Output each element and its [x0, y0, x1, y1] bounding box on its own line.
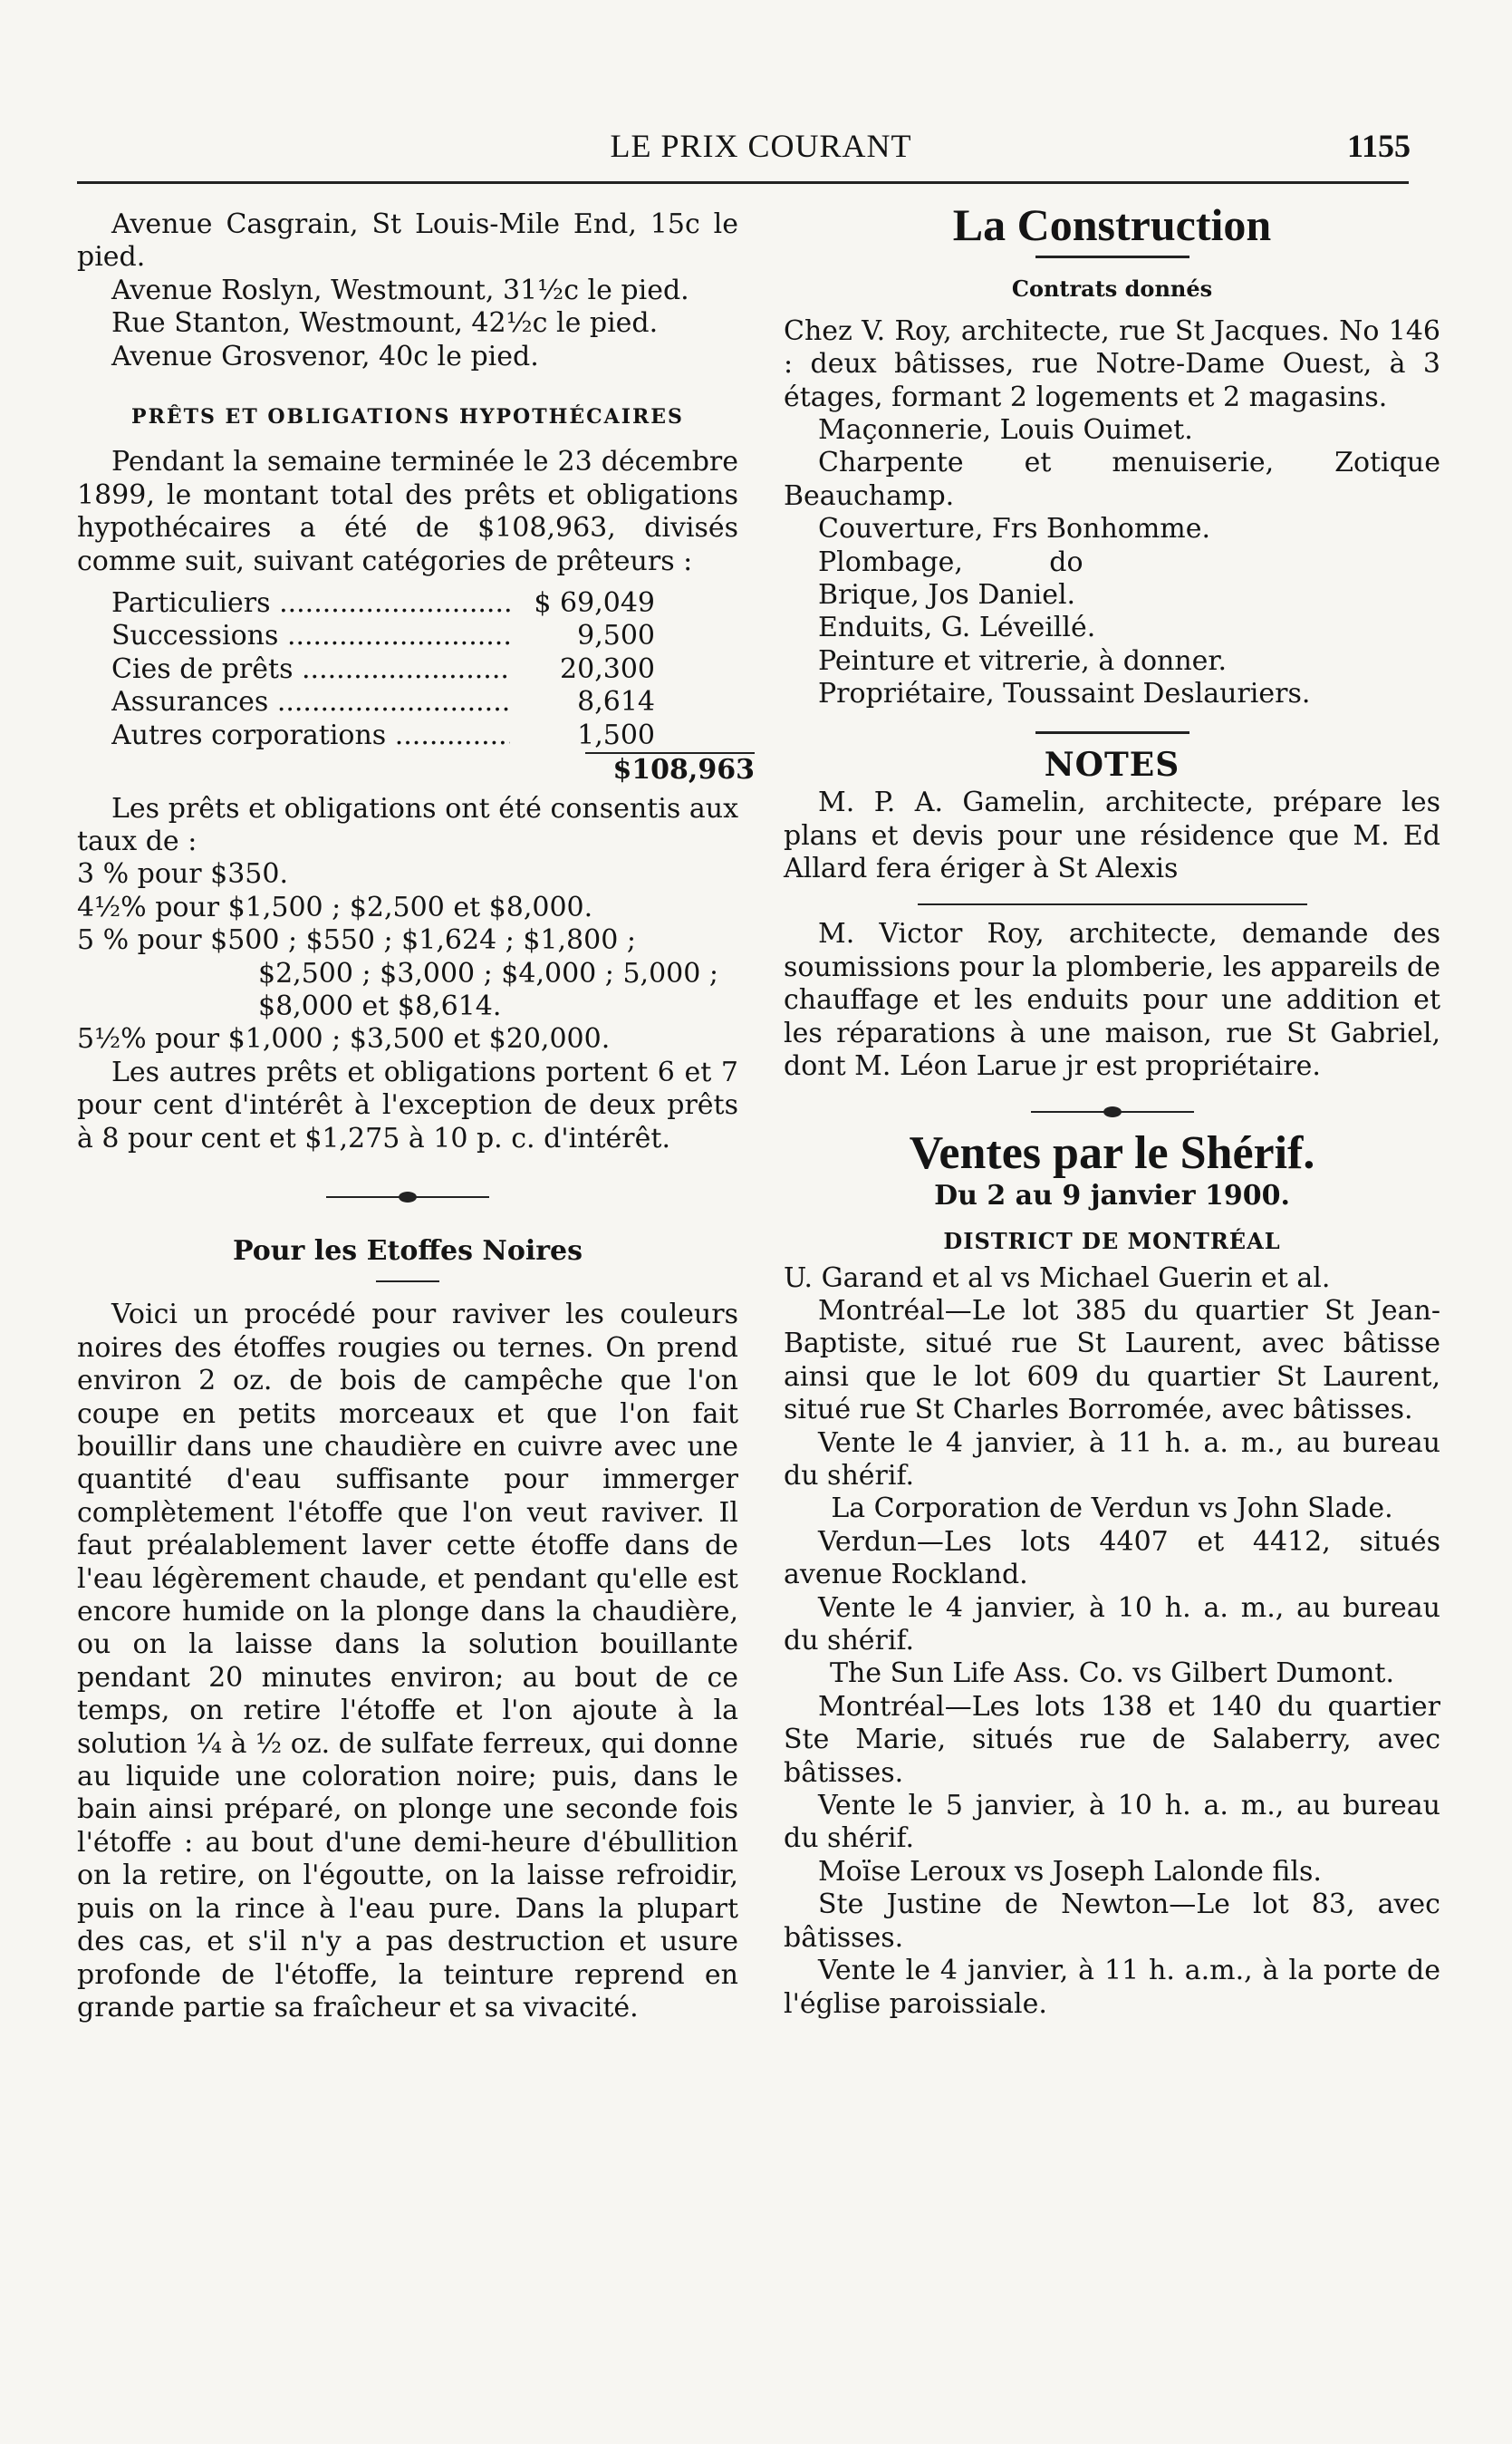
trade-line: Maçonnerie, Louis Ouimet.	[818, 414, 1193, 447]
header-rule	[77, 181, 1409, 184]
case-parties: U. Garand et al vs Michael Guerin et al.	[784, 1261, 1331, 1294]
page-header	[0, 0, 1512, 181]
case-sale: Vente le 4 janvier, à 11 h. a.m., à la porte de l'église paroissiale.	[784, 1955, 1440, 2020]
page-number: 1155	[1346, 128, 1411, 164]
ledger-name: Successions .....	[111, 620, 510, 652]
ledger-amount: 8,614	[577, 686, 655, 719]
case-sale: Vente le 4 janvier, à 10 h. a. m., au bureau du shérif.	[784, 1591, 1440, 1657]
intro-line: Avenue Roslyn, Westmount, 31½c le pied.	[111, 274, 689, 306]
prets-title: PRÊTS ET OBLIGATIONS HYPOTHÉCAIRES	[131, 405, 684, 430]
rate-line: 5 % pour $500 ; $550 ; $1,624 ; $1,800 ;	[77, 924, 636, 957]
ledger-total: $108,963	[585, 752, 755, 787]
construction-title: La Construction	[952, 199, 1272, 250]
left-column	[77, 208, 755, 2024]
notes-divider	[1035, 731, 1189, 734]
ledger-row	[111, 653, 655, 686]
ledger-row	[111, 720, 655, 752]
rate-line: 5½% pour $1,000 ; $3,500 et $20,000.	[77, 1023, 611, 1056]
ledger-table	[111, 587, 755, 787]
rate-line-cont: $2,500 ; $3,000 ; $4,000 ; 5,000 ;	[258, 957, 718, 990]
note-text: M. P. A. Gamelin, architecte, prépare les plans et devis pour une résidence que M. Ed Allard fera ériger à St Alexis	[784, 787, 1440, 884]
note-text: M. Victor Roy, architecte, demande des soumissions pour la plomberie, les appareils de chauffage et les enduits pour une addition et les réparations à une maison, rue St Gabriel, dont M. Léon Larue jr est propriétaire.	[784, 918, 1440, 1082]
ledger-amount: $ 69,049	[534, 587, 655, 620]
ledger-name: Cies de prêts .....	[111, 653, 510, 686]
etoffes-text: Voici un procédé pour raviver les couleurs noires des étoffes rougies ou ternes. On prend environ 2 oz. de bois de campêche que l'on coupe en petits morceaux et que l'on fait bouillir dans une chaudière en cuivre avec une quantité d'eau suffisante pour immerger complètement l'étoffe que l'on veut raviver. Il faut préalablement laver cette étoffe dans de l'eau légèrement chaude, et pendant qu'elle est encore humide on la plonge dans la chaudière, ou on la laisse dans la solution bouillante pendant 20 minutes environ; au bout de ce temps, on retire l'étoffe et l'on ajoute à la solution ¼ à ½ oz. de sulfate ferreux, qui donne au liquide une coloration noire; puis, dans le bain ainsi préparé, on plonge une seconde fois l'étoffe : au bout d'une demi-heure d'ébullition on la retire, on l'égoutte, on la laisse refroidir, puis on la rince à l'eau pure. Dans la plupart des cas, et s'il n'y a pas destruction et usure profonde de l'étoffe, la teinture reprend en grande partie sa fraîcheur et sa vivacité.	[77, 1299, 738, 2024]
case-parties: La Corporation de Verdun vs John Slade.	[831, 1492, 1393, 1525]
case-parties: Moïse Leroux vs Joseph Lalonde fils.	[818, 1855, 1322, 1888]
district-title: DISTRICT DE MONTRÉAL	[943, 1228, 1281, 1255]
etoffes-title: Pour les Etoffes Noires	[232, 1234, 583, 1267]
trade-line: Charpente et menuiserie, Zotique Beauchamp.	[784, 447, 1440, 512]
case-text: Montréal—Les lots 138 et 140 du quartier Ste Marie, situés rue de Salaberry, avec bâtisses.	[784, 1690, 1440, 1789]
case-sale: Vente le 4 janvier, à 11 h. a. m., au bureau du shérif.	[784, 1426, 1440, 1492]
ornament-divider	[326, 1192, 489, 1203]
contrats-title: Contrats donnés	[1011, 275, 1213, 303]
trade-line: Brique, Jos Daniel.	[818, 579, 1076, 612]
running-title: LE PRIX COURANT	[610, 128, 912, 164]
prets-intro: Pendant la semaine terminée le 23 décembre 1899, le montant total des prêts et obligations hypothécaires a été de $108,963, divisés comme suit, suivant catégories de prêteurs :	[77, 446, 738, 577]
ledger-amount: 20,300	[560, 652, 655, 685]
taux-intro: Les prêts et obligations ont été consentis aux taux de :	[77, 792, 738, 857]
case-sale: Vente le 5 janvier, à 10 h. a. m., au bureau du shérif.	[784, 1790, 1440, 1855]
ledger-amount: 1,500	[577, 719, 655, 751]
sherif-dates: Du 2 au 9 janvier 1900.	[934, 1179, 1290, 1212]
rate-line: 4½% pour $1,500 ; $2,500 et $8,000.	[77, 891, 593, 923]
title-divider	[1035, 256, 1189, 258]
contrats-intro: Chez V. Roy, architecte, rue St Jacques. No 146 : deux bâtisses, rue Notre-Dame Ouest, à 3 étages, formant 2 logements et 2 magasins.	[784, 314, 1440, 413]
right-column	[784, 199, 1440, 2021]
notes-title: NOTES	[1044, 745, 1180, 784]
case-parties: The Sun Life Ass. Co. vs Gilbert Dumont.	[829, 1657, 1395, 1690]
rate-line: 3 % pour $350.	[77, 858, 289, 891]
trade-line: Couverture, Frs Bonhomme.	[818, 513, 1211, 546]
case-text: Ste Justine de Newton—Le lot 83, avec bâtisses.	[784, 1889, 1440, 1954]
trade-line: Propriétaire, Toussaint Deslauriers.	[818, 678, 1311, 710]
trade-line: Peinture et vitrerie, à donner.	[818, 644, 1227, 677]
autres-prets: Les autres prêts et obligations portent 6 et 7 pour cent d'intérêt à l'exception de deux prêts à 8 pour cent et $1,275 à 10 p. c. d'intérêt.	[77, 1056, 738, 1154]
ornament-divider	[1031, 1106, 1194, 1117]
trade-line: Enduits, G. Léveillé.	[818, 612, 1096, 644]
sherif-title: Ventes par le Shérif.	[909, 1127, 1315, 1180]
ledger-name: Assurances .....	[111, 686, 510, 719]
ledger-name: Particuliers .....	[111, 587, 510, 620]
intro-line: Avenue Casgrain, St Louis-Mile End, 15c le pied.	[77, 208, 738, 274]
note-divider	[918, 903, 1307, 905]
ledger-total-row	[111, 752, 755, 787]
rate-line-cont: $8,000 et $8,614.	[258, 990, 502, 1022]
intro-line: Rue Stanton, Westmount, 42½c le pied.	[111, 307, 659, 340]
ledger-row	[111, 686, 655, 719]
ledger-row	[111, 587, 655, 620]
ledger-name: Autres corporations .....	[111, 720, 510, 752]
ledger-row	[111, 620, 655, 652]
intro-line: Avenue Grosvenor, 40c le pied.	[111, 340, 539, 372]
ledger-amount: 9,500	[577, 620, 655, 652]
case-text: Montréal—Le lot 385 du quartier St Jean-Baptiste, situé rue St Laurent, avec bâtisse ainsi que le lot 609 du quartier St Laurent, situé rue St Charles Borromée, avec bâtisses.	[784, 1294, 1440, 1426]
case-text: Verdun—Les lots 4407 et 4412, situés avenue Rockland.	[784, 1525, 1440, 1591]
short-divider	[376, 1280, 439, 1282]
trade-line: Plombage, do	[818, 546, 1083, 578]
